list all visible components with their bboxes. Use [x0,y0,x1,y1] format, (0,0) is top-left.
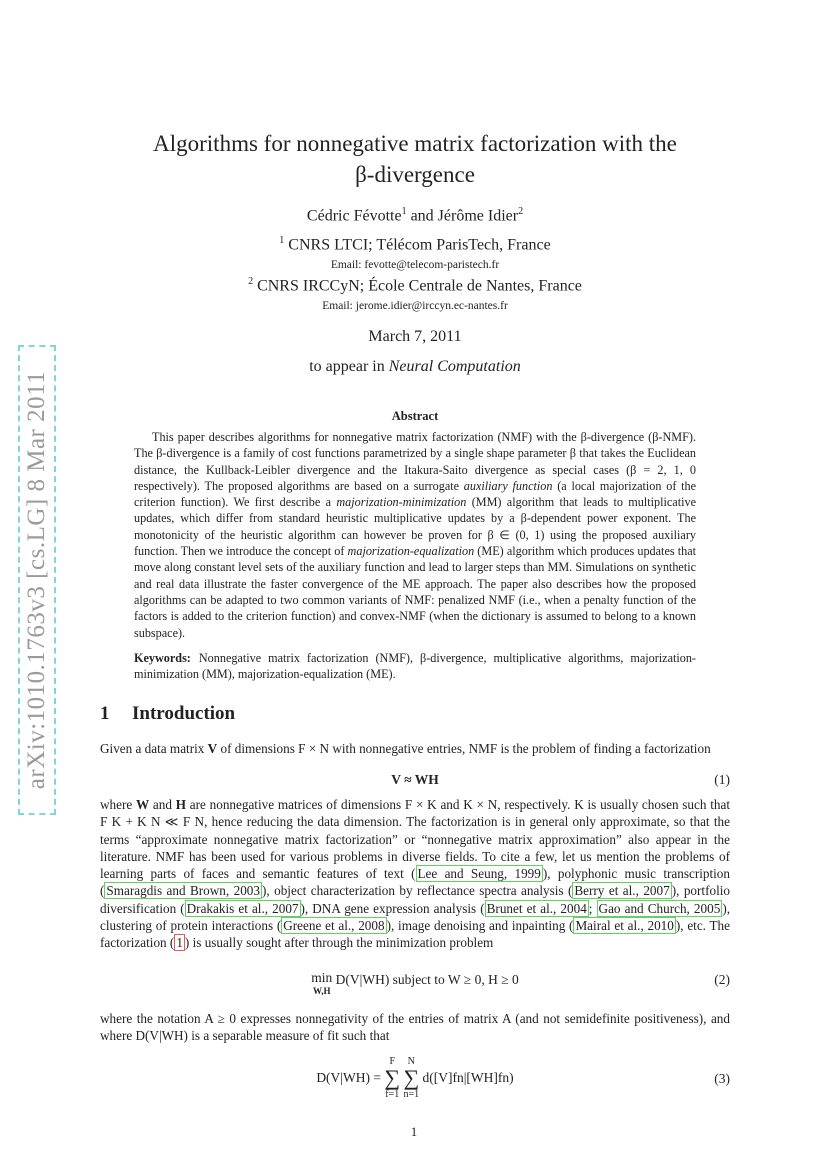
appear-prefix: to appear in [309,358,389,375]
author-2: Jérôme Idier [437,207,519,225]
equation-2-min: min [311,970,333,985]
equation-reference-link[interactable]: 1 [176,935,183,951]
equation-3-body [100,1056,730,1100]
arxiv-identifier: arXiv:1010.1763v3 [cs.LG] 8 Mar 2011 [23,370,50,790]
matrix-symbol: H [175,797,187,812]
title-line-1: Algorithms for nonnegative matrix factorization with the [153,131,677,156]
sum-upper: F [389,1056,395,1067]
author-and: and [406,207,438,225]
author-1-sup: 1 [401,206,407,217]
abstract-heading: Abstract [391,409,439,423]
keywords-label: Keywords: [134,651,191,665]
text-run: ), portfolio diversification ( [100,883,730,916]
affiliation-2-name: CNRS IRCCyN; École Centrale de Nantes, France [257,277,582,295]
citation-link[interactable]: Berry et al., 2007 [574,883,670,899]
matrix-symbol: W [135,797,150,812]
paper-date: March 7, 2011 [368,328,462,345]
abstract-part: (MM) algorithm that leads to multiplicative updates, which differ from standard heuristic multiplicative updates by a β-dependent power exponent. The monotonicity of the heuristic algorithm can however be proven for β ∈ (0, 1) using the proposed auxiliary function. Then we introduce the concept of [134,495,696,559]
text-run: ), polyphonic music transcription ( [100,866,730,899]
journal-name: Neural Computation [388,358,521,375]
citation-link[interactable]: Lee and Seung, 1999 [417,866,541,882]
affiliation-1-sup: 1 [279,235,285,246]
sum-upper: N [407,1056,415,1067]
authors [100,206,730,225]
title-line-2: β-divergence [355,162,475,187]
publication-note [100,358,730,376]
intro-paragraph-1 [100,740,730,757]
sum-symbol: N ∑ n=1 [403,1056,420,1100]
equation-2-body [100,972,730,997]
affiliation-2-email: Email: jerome.idier@irccyn.ec-nantes.fr [322,300,508,312]
affiliation-1 [100,235,730,254]
sum-lower: n=1 [403,1089,420,1100]
affiliation-2-sup: 2 [248,276,254,287]
text-run: are nonnegative matrices of dimensions F × K and K × N, respectively. K is usually chosen such that F K + K N ≪ F N, hence reducing the data dimension. The factorization is in general only approximate, so that the terms “approximate nonnegative matrix factorization” or “nonnegative matrix approximation” also appear in the literature. NMF has been used for various problems in diverse fields. To cite a few, let us mention the problems of learning parts of faces and semantic features of text ( [100,797,731,882]
intro-paragraph-2 [100,796,730,952]
section-number: 1 [100,703,110,724]
sum-symbol: F ∑ f=1 [384,1056,401,1100]
citation-link[interactable]: Brunet et al., 2004 [486,900,587,916]
text-run: and [149,797,176,812]
arxiv-stamp [18,345,56,815]
citation-link[interactable]: Greene et al., 2008 [283,918,385,934]
citation-link[interactable]: Mairal et al., 2010 [575,918,674,934]
page-number: 1 [410,1124,418,1139]
abstract-part: (a local majorization of the criterion function). We first describe a [134,478,697,510]
affiliation-1-email: Email: fevotte@telecom-paristech.fr [330,259,500,271]
paper-title [100,128,730,190]
abstract-part: (ME) algorithm which produces updates that move along constant level sets of the auxiliary function and lead to larger steps than MM. Simulations on synthetic and real data illustrate the faster convergence of the ME approach. The paper also describes how the proposed algorithms can be adapted to two common variants of NMF: penalized NMF (i.e., when a penalty function of the factors is added to the criterion function) and convex-NMF (when the dictionary is assumed to belong to a known subspace). [134,544,696,640]
matrix-symbol: V [207,741,218,756]
abstract-emph: majorization-minimization [336,495,467,510]
text-run: Given a data matrix [100,741,208,756]
author-2-sup: 2 [518,206,524,217]
equation-2-number: (2) [714,972,730,987]
equation-3-rhs: d([V]fn|[WH]fn) [422,1070,514,1085]
text-run: of dimensions F × N with nonnegative entries, NMF is the problem of finding a factorization [217,741,711,756]
text-run: ), image denoising and inpainting ( [386,918,574,934]
equation-3-number: (3) [714,1071,730,1086]
section-heading [100,703,235,725]
text-run: ), object characterization by reflectance spectra analysis ( [262,883,573,899]
equation-3-lhs: D(V|WH) = [316,1070,385,1085]
sum-lower: f=1 [385,1089,400,1100]
text-run: ; [588,900,597,916]
citation-link[interactable]: Smaragdis and Brown, 2003 [106,883,260,899]
citation-link[interactable]: Drakakis et al., 2007 [186,900,299,916]
text-run: where [100,797,136,812]
equation-1-number: (1) [714,772,730,787]
abstract-part: This paper describes algorithms for nonnegative matrix factorization (NMF) with the β-divergence (β-NMF). The β-divergence is a family of cost functions parametrized by a single shape parameter β that takes the Euclidean distance, the Kullback-Leibler divergence and the Itakura-Saito divergence as special cases (β = 2, 1, 0 respectively). The proposed algorithms are based on a surrogate [134,430,696,493]
abstract-emph: auxiliary function [463,478,553,493]
keywords-text: Nonnegative matrix factorization (NMF), β-divergence, multiplicative algorithms, majorization-minimization (MM), majorization-equalization (ME). [134,651,696,682]
text-run: ), clustering of protein interactions ( [100,900,731,934]
text-run: ), DNA gene expression analysis ( [300,900,485,916]
abstract-body [134,429,696,641]
equation-2-expression: D(V|WH) subject to W ≥ 0, H ≥ 0 [335,972,519,987]
author-1: Cédric Févotte [306,207,402,225]
affiliation-2 [100,276,730,295]
section-title: Introduction [132,703,236,724]
equation-2-sub: W,H [313,986,331,996]
equation-1-body: V ≈ WH [391,772,439,787]
keywords [134,650,696,683]
text-run: ) is usually sought after through the minimization problem [184,935,494,951]
abstract-emph: majorization-equalization [347,544,475,559]
text-run: ), etc. The factorization ( [100,918,730,951]
equation-3 [100,1056,730,1106]
affiliation-1-name: CNRS LTCI; Télécom ParisTech, France [288,236,551,254]
intro-paragraph-3: where the notation A ≥ 0 expresses nonnegativity of the entries of matrix A (and not semidefinite positiveness), and where D(V|WH) is a separable measure of fit such that [100,1011,730,1044]
citation-link[interactable]: Gao and Church, 2005 [598,900,721,916]
